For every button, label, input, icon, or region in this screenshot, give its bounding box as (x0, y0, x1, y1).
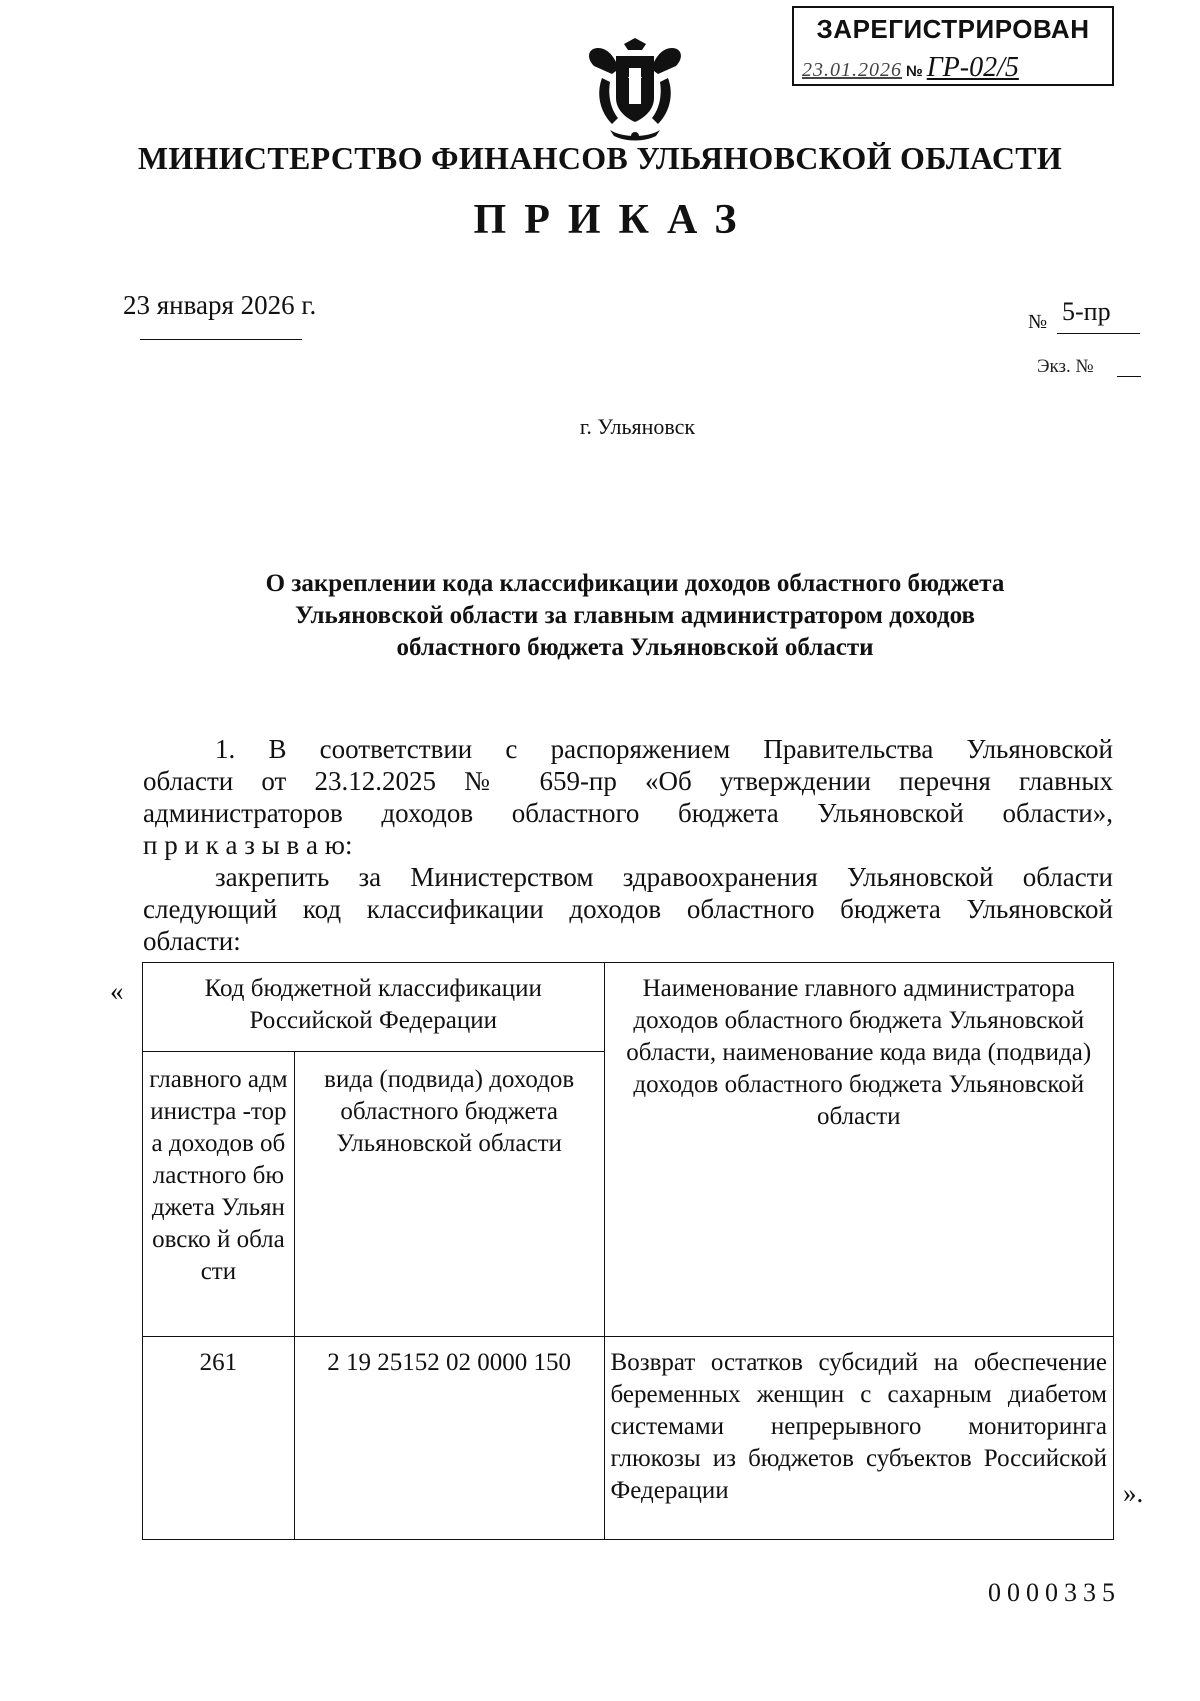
order-body (143, 733, 1113, 957)
document-serial-number: 0000335 (988, 1578, 1121, 1607)
order-date: 23 января 2026 г. (123, 290, 317, 320)
copy-number-label: Экз. № (1037, 356, 1094, 377)
number-underline (1057, 333, 1140, 334)
body-line: администраторов доходов областного бюджета Ульяновской области», (143, 798, 1113, 828)
stamp-title: ЗАРЕГИСТРИРОВАН (816, 14, 1090, 44)
stamp-number: ГР-02/5 (926, 52, 1019, 83)
body-line: 1. В соответствии с распоряжением Правительства Ульяновской (215, 734, 1113, 764)
stamp-no-label: № (906, 63, 923, 80)
table-header-row (143, 963, 1114, 1052)
date-underline (140, 339, 302, 340)
cell-admin-code: 261 (143, 1337, 295, 1540)
header-kbk: Код бюджетной классификации Российской Федерации (143, 963, 605, 1052)
table-row (143, 1337, 1114, 1540)
income-name-last-line: Федерации (610, 1477, 729, 1504)
cell-income-name (604, 1337, 1113, 1540)
copy-number-underline (1117, 376, 1141, 377)
subject-line: Ульяновской области за главным администратором доходов (294, 602, 976, 629)
subheader-kind-code: вида (подвида) доходов областного бюджета Ульяновской области (294, 1052, 604, 1337)
header-name: Наименование главного администратора доходов областного бюджета Ульяновской области, наименование кода вида (подвида) доходов областного бюджета Ульяновской области (604, 963, 1113, 1337)
stamp-registration-line (802, 52, 1102, 84)
body-line: следующий код классификации доходов областного бюджета Ульяновской (143, 894, 1113, 924)
order-subject (140, 568, 1130, 664)
registration-stamp (792, 6, 1114, 86)
order-number-label: № (1028, 311, 1048, 333)
order-number: 5-пр (1062, 297, 1111, 326)
subject-line: областного бюджета Ульяновской области (396, 634, 874, 661)
city: г. Ульяновск (579, 414, 696, 439)
order-title: ПРИКАЗ (473, 197, 755, 243)
budget-code-table (142, 962, 1114, 1540)
table-quote-open: « (110, 976, 124, 1006)
stamp-date: 23.01.2026 (802, 59, 902, 81)
cell-kind-code: 2 19 25152 02 0000 150 (294, 1337, 604, 1540)
income-name-text: Возврат остатков субсидий на обеспечение беременных женщин с сахарным диабетом системами непрерывного мониторинга глюкозы из бюджетов субъектов Российской (610, 1349, 1107, 1472)
body-line-order-word: п р и к а з ы в а ю: (143, 830, 353, 860)
coat-of-arms-icon (582, 38, 688, 146)
body-line: области от 23.12.2025 № 659-пр «Об утверждении перечня главных (143, 766, 1113, 796)
ministry-name: МИНИСТЕРСТВО ФИНАНСОВ УЛЬЯНОВСКОЙ ОБЛАСТИ (137, 140, 1063, 176)
body-line: закрепить за Министерством здравоохранения Ульяновской области (215, 862, 1113, 892)
subheader-admin-code: главного администра -тора доходов областного бюджета Ульяновско й области (143, 1052, 295, 1337)
subject-line: О закреплении кода классификации доходов областного бюджета (265, 570, 1005, 597)
body-line: области: (143, 926, 241, 956)
table-quote-close: ». (1123, 1478, 1144, 1508)
